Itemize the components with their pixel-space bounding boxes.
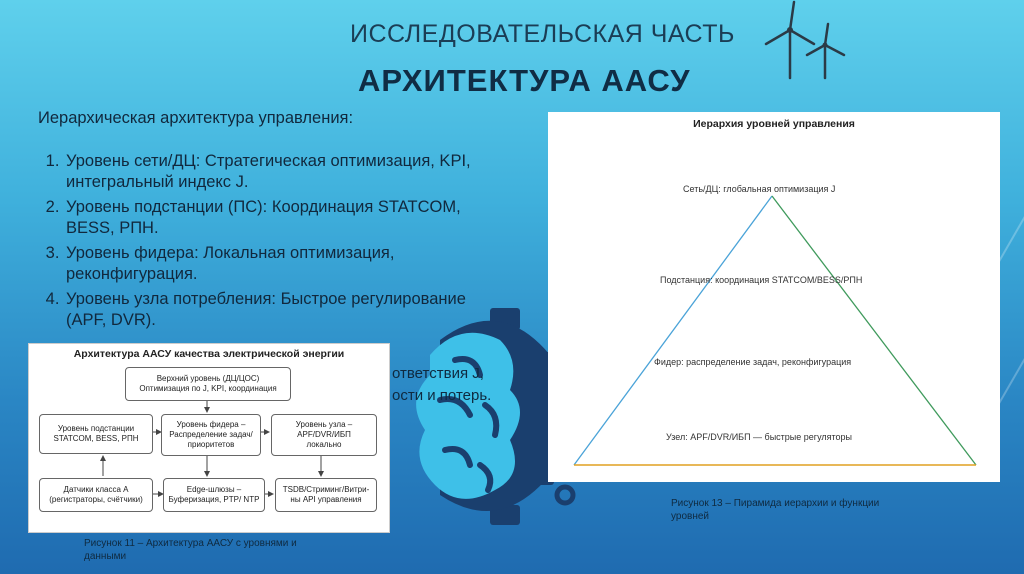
list-item: 1. Уровень сети/ДЦ: Стратегическая оптимизация, KPI, интегральный индекс J. — [64, 151, 508, 193]
box-line: Уровень подстанции — [57, 424, 135, 433]
overflow-line: ответствия J, — [392, 365, 484, 382]
substation-box — [39, 414, 153, 454]
section-title: ИССЛЕДОВАТЕЛЬСКАЯ ЧАСТЬ — [350, 20, 735, 48]
box-line: (регистраторы, счётчики) — [49, 495, 143, 504]
box-line: TSDB/Стриминг/Витри- — [282, 485, 370, 494]
box-line: Edge-шлюзы – — [186, 485, 242, 494]
figure-caption: Рисунок 11 – Архитектура ААСУ с уровнями и данными — [84, 538, 297, 562]
overflow-text — [392, 363, 522, 407]
top-level-box — [125, 367, 291, 401]
level-label: Узел: APF/DVR/ИБП — быстрые регуляторы — [666, 432, 852, 442]
sensors-box — [39, 478, 153, 512]
box-line: приоритетов — [187, 440, 235, 449]
edge-box — [163, 478, 265, 512]
box-line: STATCOM, BESS, РПН — [53, 434, 139, 443]
box-line: Оптимизация по J, KPI, координация — [139, 384, 277, 393]
list-item: 4. Уровень узла потребления: Быстрое регулирование (APF, DVR). — [64, 289, 508, 331]
box-line: ны API управления — [290, 495, 362, 504]
box-line: Верхний уровень (ДЦ/ЦОС) — [156, 374, 260, 383]
box-line: Распределение задач/ — [169, 430, 253, 439]
figure-title: Архитектура ААСУ качества электрической энергии — [73, 348, 345, 360]
intro-text: Иерархическая архитектура управления: — [38, 109, 354, 127]
box-line: локально — [306, 440, 342, 449]
architecture-figure — [28, 343, 390, 533]
pyramid-figure — [548, 112, 1000, 482]
figure-title: Иерархия уровней управления — [693, 118, 855, 130]
box-line: APF/DVR/ИБП — [297, 430, 351, 439]
level-label: Подстанция: координация STATCOM/BESS/РПН — [660, 275, 863, 285]
list-item: 3. Уровень фидера: Локальная оптимизация, реконфигурация. — [64, 243, 508, 285]
list-item: 2. Уровень подстанции (ПС): Координация STATCOM, BESS, РПН. — [64, 197, 508, 239]
box-line: Буферизация, PTP/ NTP — [168, 495, 260, 504]
page-title: АРХИТЕКТУРА ААСУ — [358, 63, 691, 98]
overflow-line: ости и потерь. — [392, 387, 492, 404]
level-label: Фидер: распределение задач, реконфигурация — [654, 357, 852, 367]
tsdb-box — [275, 478, 377, 512]
level-label: Сеть/ДЦ: глобальная оптимизация J — [683, 184, 836, 194]
wind-turbine-icon — [760, 0, 855, 80]
box-line: Уровень узла – — [295, 420, 353, 429]
box-line: Уровень фидера – — [176, 420, 246, 429]
feeder-box — [161, 414, 261, 456]
pyramid-shape — [548, 112, 1000, 482]
node-box — [271, 414, 377, 456]
figure-caption: Рисунок 13 – Пирамида иерархии и функции уровней — [671, 498, 880, 522]
box-line: Датчики класса А — [63, 485, 129, 494]
